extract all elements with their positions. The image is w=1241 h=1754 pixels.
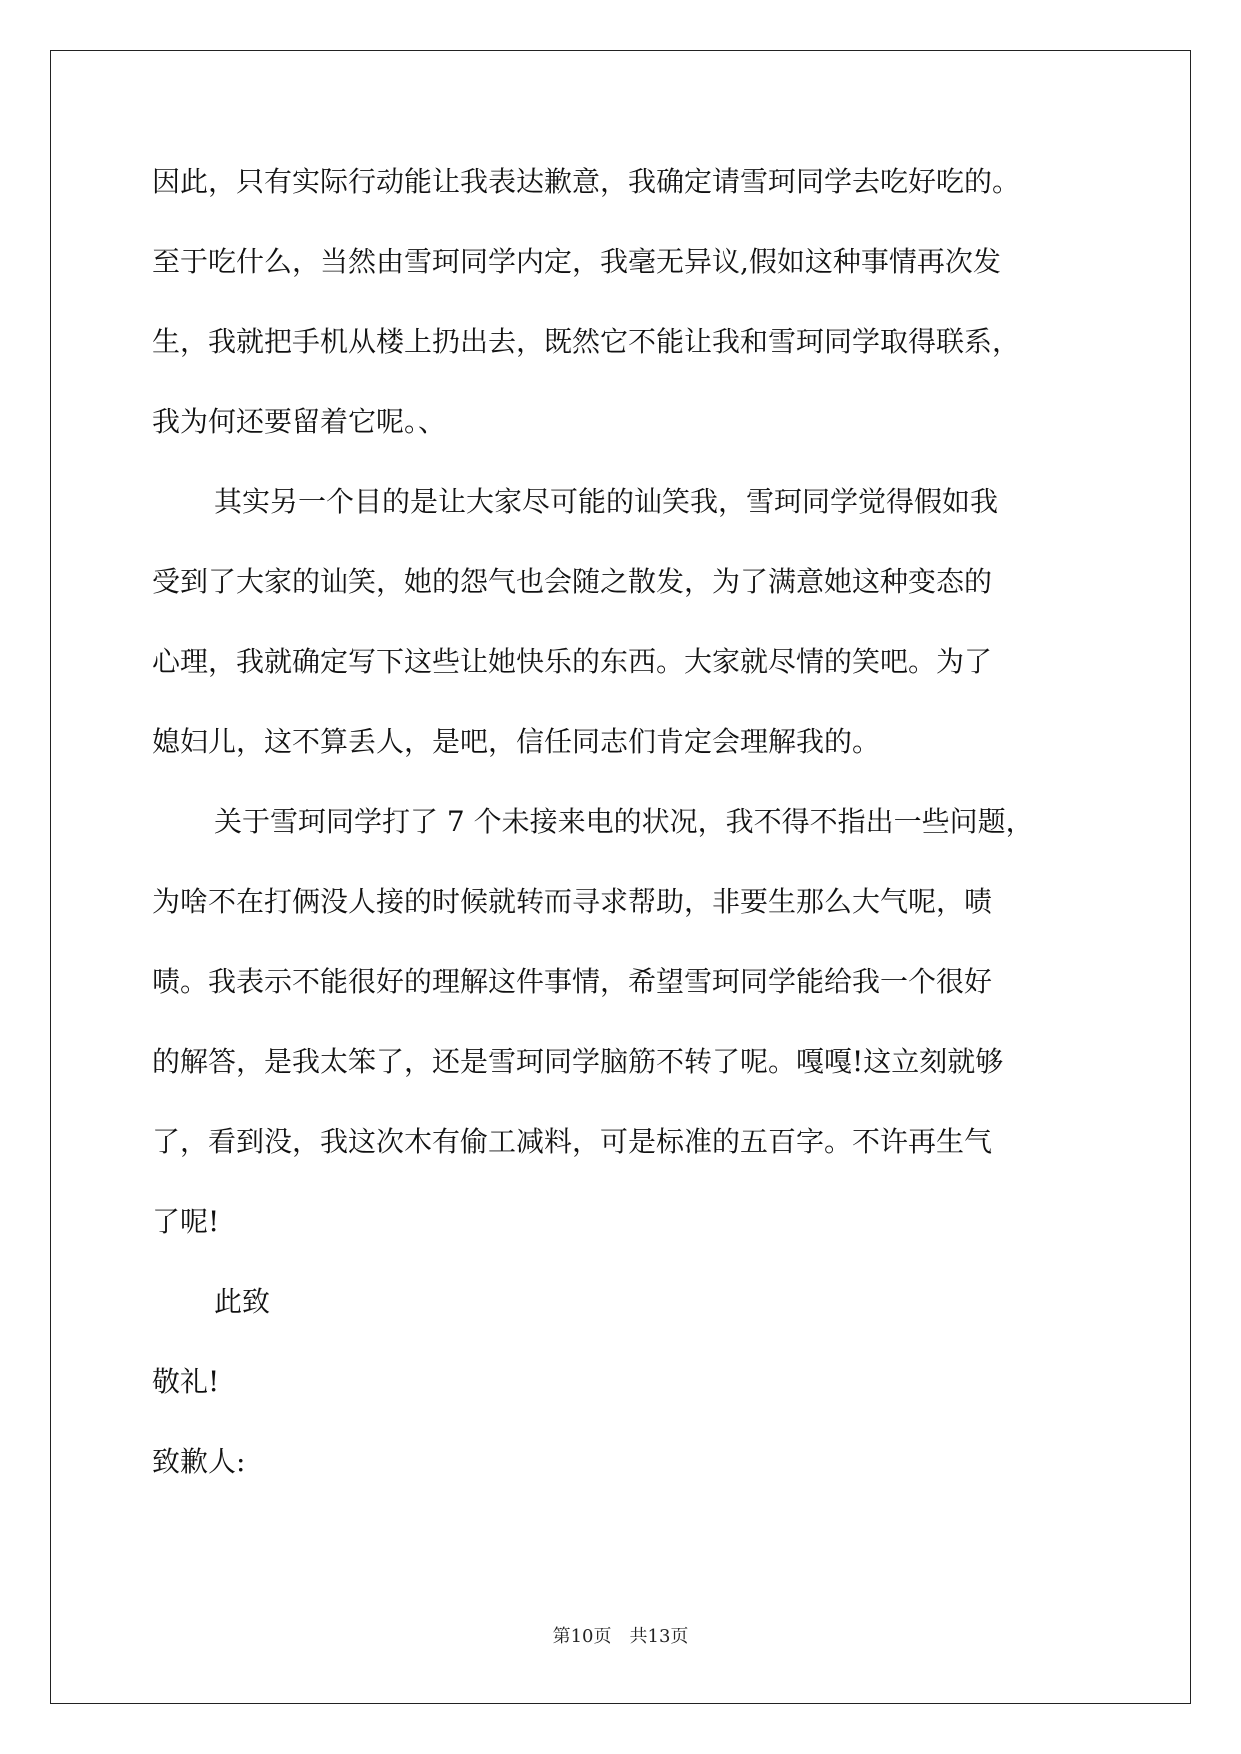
text-line: 啧。我表示不能很好的理解这件事情，希望雪珂同学能给我一个很好 — [152, 965, 993, 998]
text-line: 了，看到没，我这次木有偷工减料，可是标准的五百字。不许再生气 — [152, 1125, 993, 1158]
closing-salutation: 此致 — [214, 1285, 271, 1318]
text-line: 因此，只有实际行动能让我表达歉意，我确定请雪珂同学去吃好吃的。 — [152, 165, 1021, 198]
page-footer — [0, 1625, 1241, 1649]
page-number: 第10页 — [552, 1626, 612, 1647]
text-line: 生，我就把手机从楼上扔出去，既然它不能让我和雪珂同学取得联系， — [152, 325, 1021, 358]
text-line: 心理，我就确定写下这些让她快乐的东西。大家就尽情的笑吧。为了 — [152, 645, 993, 678]
text-line: 的解答，是我太笨了，还是雪珂同学脑筋不转了呢。嘎嘎!这立刻就够 — [152, 1045, 1004, 1078]
total-pages: 共13页 — [629, 1626, 689, 1647]
signature-label: 致歉人: — [152, 1445, 246, 1478]
paragraph-start-line: 其实另一个目的是让大家尽可能的讪笑我，雪珂同学觉得假如我 — [214, 485, 999, 518]
closing-regards: 敬礼! — [152, 1365, 220, 1398]
text-line: 为啥不在打俩没人接的时候就转而寻求帮助，非要生那么大气呢，啧 — [152, 885, 993, 918]
text-line: 至于吃什么，当然由雪珂同学内定，我毫无异议,假如这种事情再次发 — [152, 245, 1001, 278]
paragraph-start-line: 关于雪珂同学打了 7 个未接来电的状况，我不得不指出一些问题， — [214, 805, 1034, 838]
text-line: 受到了大家的讪笑，她的怨气也会随之散发，为了满意她这种变态的 — [152, 565, 993, 598]
text-line: 了呢! — [152, 1205, 220, 1238]
text-line: 我为何还要留着它呢。、 — [152, 405, 447, 438]
text-line: 媳妇儿，这不算丢人，是吧，信任同志们肯定会理解我的。 — [152, 725, 881, 758]
